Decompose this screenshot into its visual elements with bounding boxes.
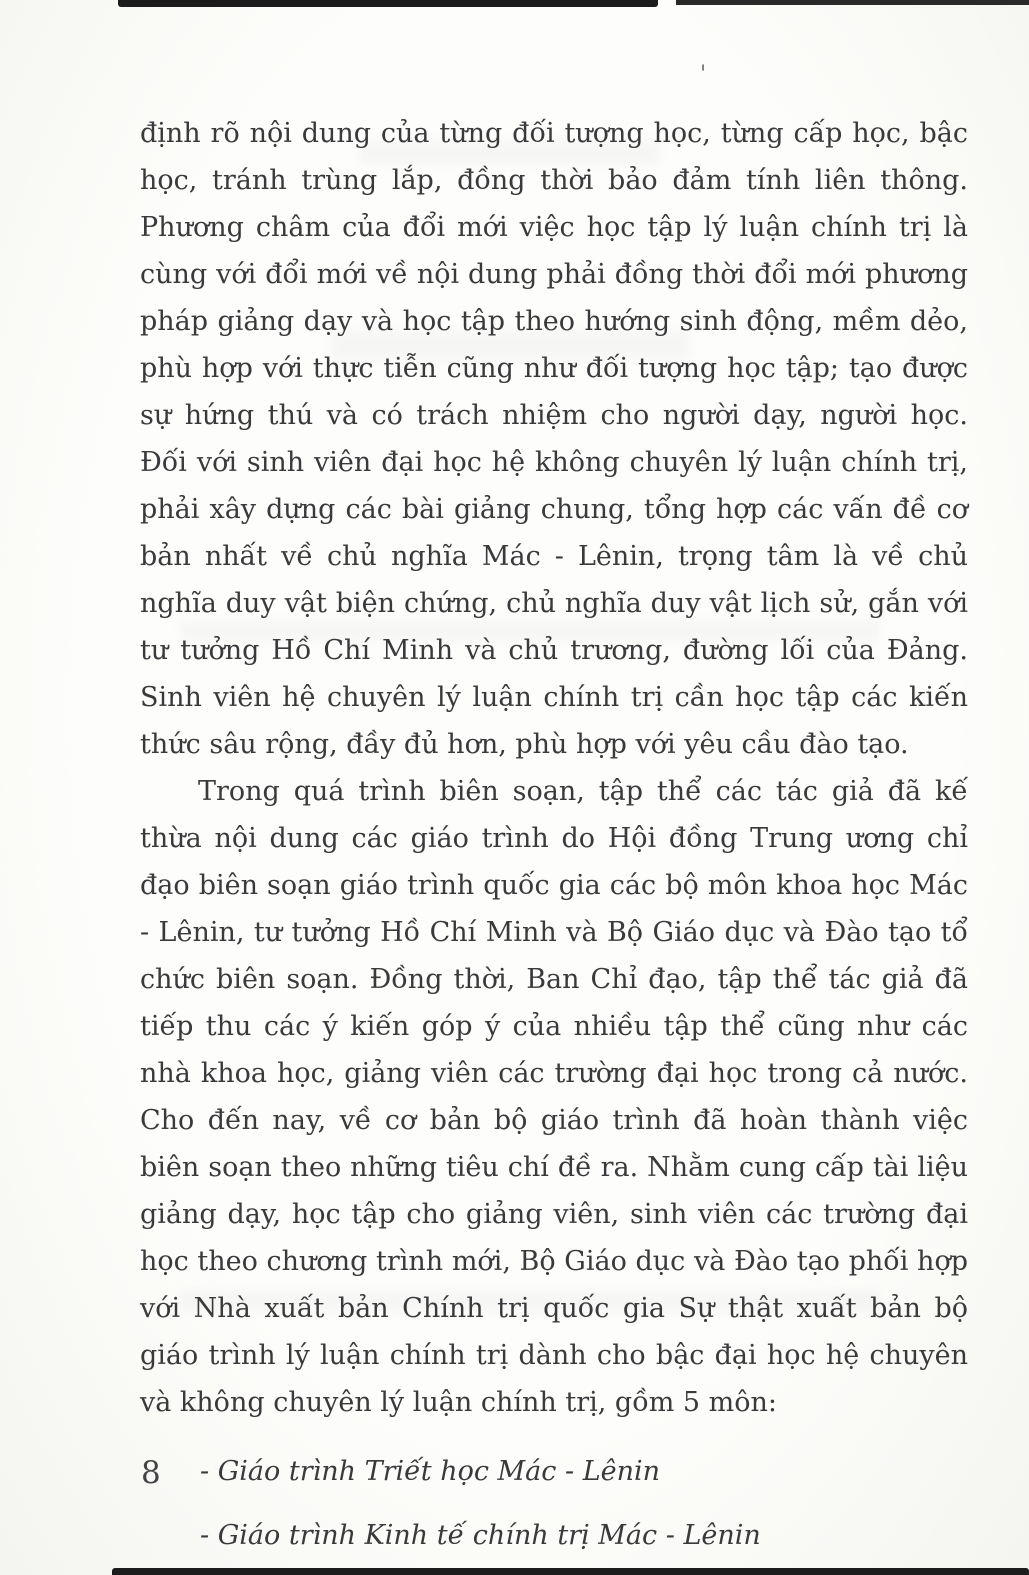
list-item-textbook-1: - Giáo trình Triết học Mác - Lênin <box>200 1456 661 1487</box>
paragraph-continued: định rõ nội dung của từng đối tượng học, từng cấp học, bậc học, tránh trùng lắp, đồng thời bảo đảm tính liên thông. Phương châm của đổi mới việc học tập lý luận chính trị là cùng với đổi mới về nội dung phải đồng thời đổi mới phương pháp giảng dạy và học tập theo hướng sinh động, mềm dẻo, phù hợp với thực tiễn cũng như đối tượng học tập; tạo được sự hứng thú và có trách nhiệm cho người dạy, người học. Đối với sinh viên đại học hệ không chuyên lý luận chính trị, phải xây dựng các bài giảng chung, tổng hợp các vấn đề cơ bản nhất về chủ nghĩa Mác - Lênin, trọng tâm là về chủ nghĩa duy vật biện chứng, chủ nghĩa duy vật lịch sử, gắn với tư tưởng Hồ Chí Minh và chủ trương, đường lối của Đảng. Sinh viên hệ chuyên lý luận chính trị cần học tập các kiến thức sâu rộng, đầy đủ hơn, phù hợp với yêu cầu đào tạo. <box>140 118 968 760</box>
scan-artifact-bottom <box>112 1568 1029 1575</box>
list-item-textbook-2: - Giáo trình Kinh tế chính trị Mác - Lênin <box>200 1520 761 1551</box>
stray-mark: ' <box>700 62 707 87</box>
paragraph: Trong quá trình biên soạn, tập thể các tác giả đã kế thừa nội dung các giáo trình do Hội đồng Trung ương chỉ đạo biên soạn giáo trình quốc gia các bộ môn khoa học Mác - Lênin, tư tưởng Hồ Chí Minh và Bộ Giáo dục và Đào tạo tổ chức biên soạn. Đồng thời, Ban Chỉ đạo, tập thể tác giả đã tiếp thu các ý kiến góp ý của nhiều tập thể cũng như các nhà khoa học, giảng viên các trường đại học trong cả nước. Cho đến nay, về cơ bản bộ giáo trình đã hoàn thành việc biên soạn theo những tiêu chí đề ra. Nhằm cung cấp tài liệu giảng dạy, học tập cho giảng viên, sinh viên các trường đại học theo chương trình mới, Bộ Giáo dục và Đào tạo phối hợp với Nhà xuất bản Chính trị quốc gia Sự thật xuất bản bộ giáo trình lý luận chính trị dành cho bậc đại học hệ chuyên và không chuyên lý luận chính trị, gồm 5 môn: <box>140 776 968 1418</box>
page-number: 8 <box>141 1455 161 1491</box>
scan-artifact-top-left <box>118 0 658 7</box>
text-block <box>140 110 968 1559</box>
scan-artifact-top-right <box>676 0 1029 5</box>
